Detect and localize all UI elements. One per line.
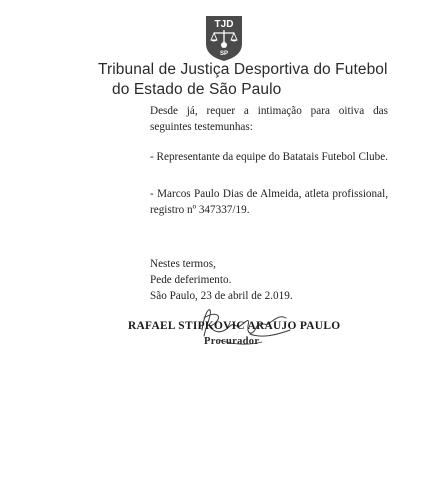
signer-name: RAFAEL STIPKOVIC ARAUJO PAULO	[128, 320, 341, 332]
logo-text: TJD	[214, 19, 234, 30]
organization-name-line1: Tribunal de Justiça Desportiva do Futebol	[98, 61, 388, 78]
organization-name	[98, 60, 398, 100]
tjd-sp-logo-icon	[204, 14, 244, 62]
closing-date: São Paulo, 23 de abril de 2.019.	[150, 290, 293, 302]
logo-subtext: SP	[219, 51, 229, 57]
closing-line2: Pede deferimento.	[150, 274, 232, 286]
paragraph-witness-1: - Representante da equipe do Batatais Futebol Clube.	[150, 151, 388, 163]
paragraph-request: Desde já, requer a intimação para oitiva das seguintes testemunhas:	[150, 105, 388, 133]
paragraph-witness-2: - Marcos Paulo Dias de Almeida, atleta profissional, registro nº 347337/19.	[150, 188, 388, 216]
closing-line1: Nestes termos,	[150, 258, 216, 270]
signer-role: Procurador	[204, 336, 260, 347]
organization-name-line2: do Estado de São Paulo	[112, 81, 282, 98]
